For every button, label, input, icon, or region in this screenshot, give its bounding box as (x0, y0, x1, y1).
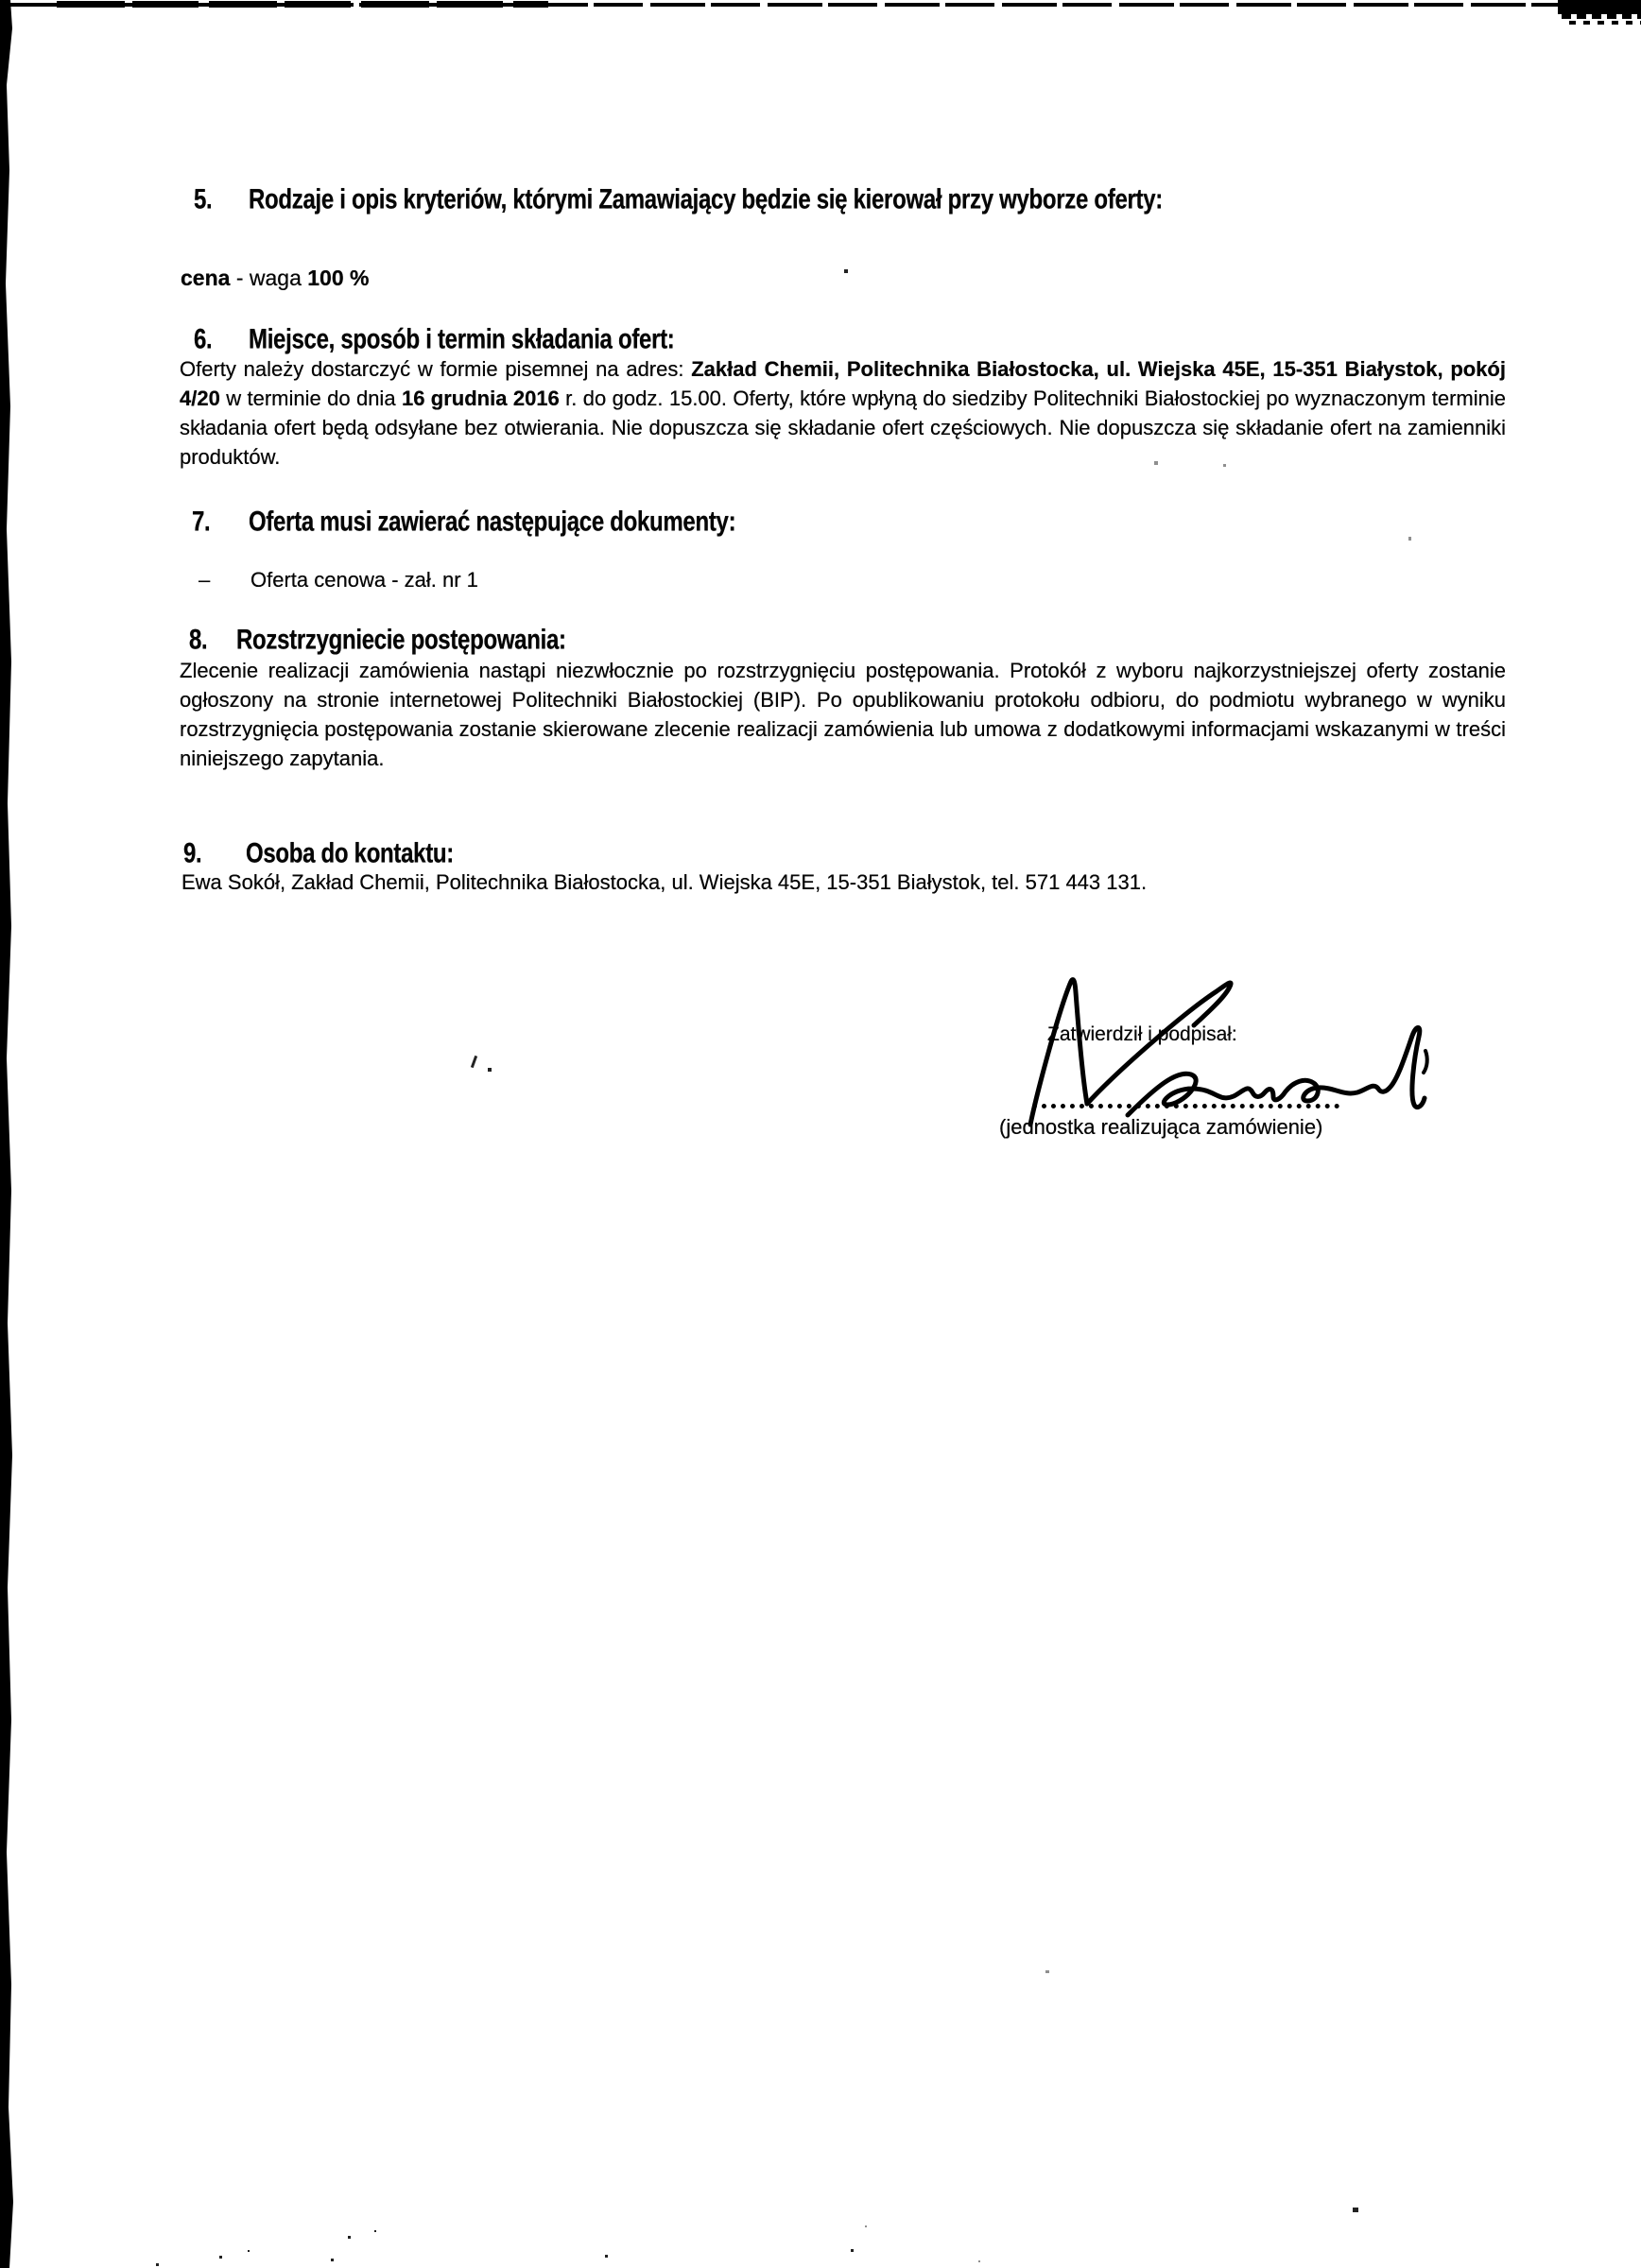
scan-speck (348, 2236, 351, 2239)
section-6-heading (194, 325, 675, 355)
left-edge-scan-artifact (0, 0, 15, 2268)
section-7-list-item (199, 568, 478, 593)
scan-speck (1353, 2208, 1358, 2212)
contact-line: Ewa Sokół, Zakład Chemii, Politechnika Białostocka, ul. Wiejska 45E, 15-351 Białystok, tel. 571 443 131. (181, 870, 1148, 894)
section-8-title: Rozstrzygniecie postępowania: (236, 624, 566, 656)
top-right-scan-fringe (1562, 14, 1641, 19)
scan-speck (219, 2256, 222, 2259)
scan-speck (488, 1068, 492, 1072)
section-5-number: 5. (194, 183, 213, 215)
criteria-line: cena - waga 100 % (181, 266, 370, 290)
section-6-paragraph: Oferty należy dostarczyć w formie pisemnej na adres: Zakład Chemii, Politechnika Białostocka, ul. Wiejska 45E, 15-351 Białystok, pokój 4/20 w terminie do dnia 16 grudnia 2016 r. do godz. 15.00. Oferty, które wpłyną do siedziby Politechniki Białostockiej po wyznaczonym terminie składania ofert będą odsyłane bez otwierania. Nie dopuszcza się składanie ofert częściowych. Nie dopuszcza się składanie ofert na zamienniki produktów. (180, 357, 1506, 469)
top-right-scan-fringe (1569, 21, 1641, 25)
scan-speck (374, 2230, 376, 2232)
section-6-title: Miejsce, sposób i termin składania ofert: (249, 323, 675, 355)
scan-speck (471, 1056, 477, 1068)
scan-speck (156, 2263, 159, 2266)
signature-caption: Zatwierdził i podpisał: (1047, 1023, 1237, 1045)
scan-speck (331, 2259, 334, 2261)
section-9-heading (183, 839, 454, 869)
section-9-number: 9. (183, 837, 202, 869)
top-edge-scan-line-thick (57, 1, 548, 8)
top-right-scan-block (1558, 0, 1641, 14)
list-dash: – (199, 568, 211, 592)
scan-speck (605, 2255, 608, 2258)
section-9-title: Osoba do kontaktu: (246, 837, 454, 869)
scan-speck (1408, 537, 1411, 541)
section-5-heading (194, 185, 1163, 215)
scan-speck (1154, 461, 1158, 465)
section-7-heading (192, 507, 735, 538)
scan-speck (865, 2225, 867, 2227)
scan-speck (248, 2250, 250, 2252)
section-5-title: Rodzaje i opis kryteriów, którymi Zamawiający będzie się kierował przy wyborze oferty: (249, 183, 1163, 215)
section-6-number: 6. (194, 323, 213, 355)
signature-dotted-line (1032, 1094, 1339, 1108)
section-7-title: Oferta musi zawierać następujące dokumenty: (249, 506, 736, 538)
scan-speck (844, 269, 848, 273)
section-8-number: 8. (189, 624, 208, 656)
signature-subcaption: (jednostka realizująca zamówienie) (999, 1115, 1323, 1139)
section-8-heading (189, 626, 566, 656)
section-7-number: 7. (192, 506, 211, 538)
scan-speck (1045, 1970, 1049, 1973)
scan-speck (978, 2260, 980, 2262)
scan-speck (851, 2249, 854, 2252)
scan-speck (1223, 464, 1226, 467)
section-8-paragraph: Zlecenie realizacji zamówienia nastąpi niezwłocznie po rozstrzygnięciu postępowania. Protokół z wyboru najkorzystniejszej oferty zostanie ogłoszony na stronie internetowej Politechniki Białostockiej (BIP). Po opublikowaniu protokołu odbioru, do podmiotu wybranego w wyniku rozstrzygnięcia postępowania zostanie skierowane zlecenie realizacji zamówienia lub umowa z dodatkowymi informacjami wskazanymi w treści niniejszego zapytania. (180, 659, 1506, 770)
list-item-text: Oferta cenowa - zał. nr 1 (250, 568, 478, 592)
